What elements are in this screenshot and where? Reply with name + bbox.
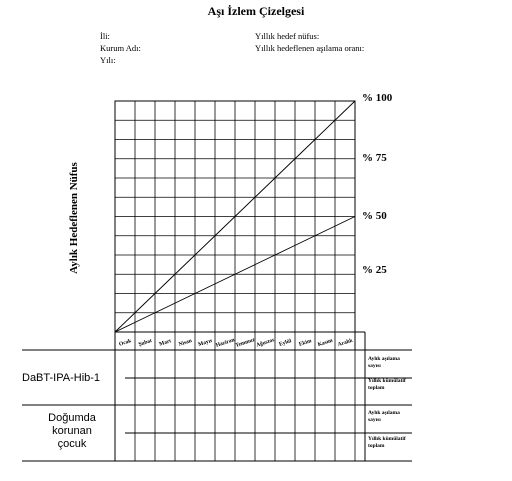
month-label: Mart: [158, 338, 173, 348]
month-label: Ağustos: [255, 337, 276, 349]
legend-aylik-1-line-2: sayısı: [368, 363, 381, 369]
month-label: Ocak: [118, 338, 133, 348]
percent-label-25: % 25: [362, 264, 387, 276]
month-label: Ekim: [298, 338, 313, 348]
hedef-asilama-label: Yıllık hedeflenen aşılama oranı:: [255, 43, 365, 53]
percent-label-75: % 75: [362, 152, 387, 164]
legend-kumulatif-2: [368, 436, 406, 450]
legend-kumulatif-1: [368, 378, 406, 392]
legend-aylik-1-line-1: Aylık aşılama: [368, 356, 400, 362]
month-label: Haziran: [215, 337, 236, 349]
percent-label-100: % 100: [362, 92, 393, 104]
hedef-nufus-label: Yıllık hedef nüfus:: [255, 31, 320, 41]
percent-label-50: % 50: [362, 210, 387, 222]
page-title: Aşı İzlem Çizelgesi: [207, 4, 305, 18]
month-label: Şubat: [137, 337, 153, 348]
legend-aylik-2: [368, 410, 400, 424]
dogumda-line-3: çocuk: [57, 438, 87, 450]
legend-aylik-1: [368, 356, 400, 370]
y-axis-label: Aylık Hedeflenen Nüfus: [68, 162, 80, 274]
kurum-label: Kurum Adı:: [100, 43, 141, 53]
dogumda-line-1: Doğumda: [48, 412, 96, 424]
legend-aylik-2-line-1: Aylık aşılama: [368, 410, 400, 416]
month-label: Nisan: [177, 338, 193, 348]
month-label: Aralık: [337, 337, 354, 349]
il-label: İli:: [100, 31, 110, 41]
dabt-row-label: DaBT-IPA-Hib-1: [22, 372, 101, 384]
legend-kumulatif-2-line-1: Yıllık kümülatif: [368, 436, 406, 442]
legend-kumulatif-1-line-2: toplam: [368, 385, 385, 391]
month-label: Kasım: [317, 337, 334, 349]
legend-kumulatif-2-line-2: toplam: [368, 443, 385, 449]
legend-kumulatif-1-line-1: Yıllık kümülatif: [368, 378, 406, 384]
month-label: Mayıs: [197, 337, 214, 349]
month-label: Temmuz: [234, 336, 256, 349]
yil-label: Yılı:: [100, 55, 116, 65]
dogumda-line-2: korunan: [52, 425, 92, 437]
legend-aylik-2-line-2: sayısı: [368, 417, 381, 423]
month-label: Eylül: [278, 338, 293, 348]
month-labels: [115, 332, 355, 350]
dogumda-row-label: [42, 412, 102, 451]
